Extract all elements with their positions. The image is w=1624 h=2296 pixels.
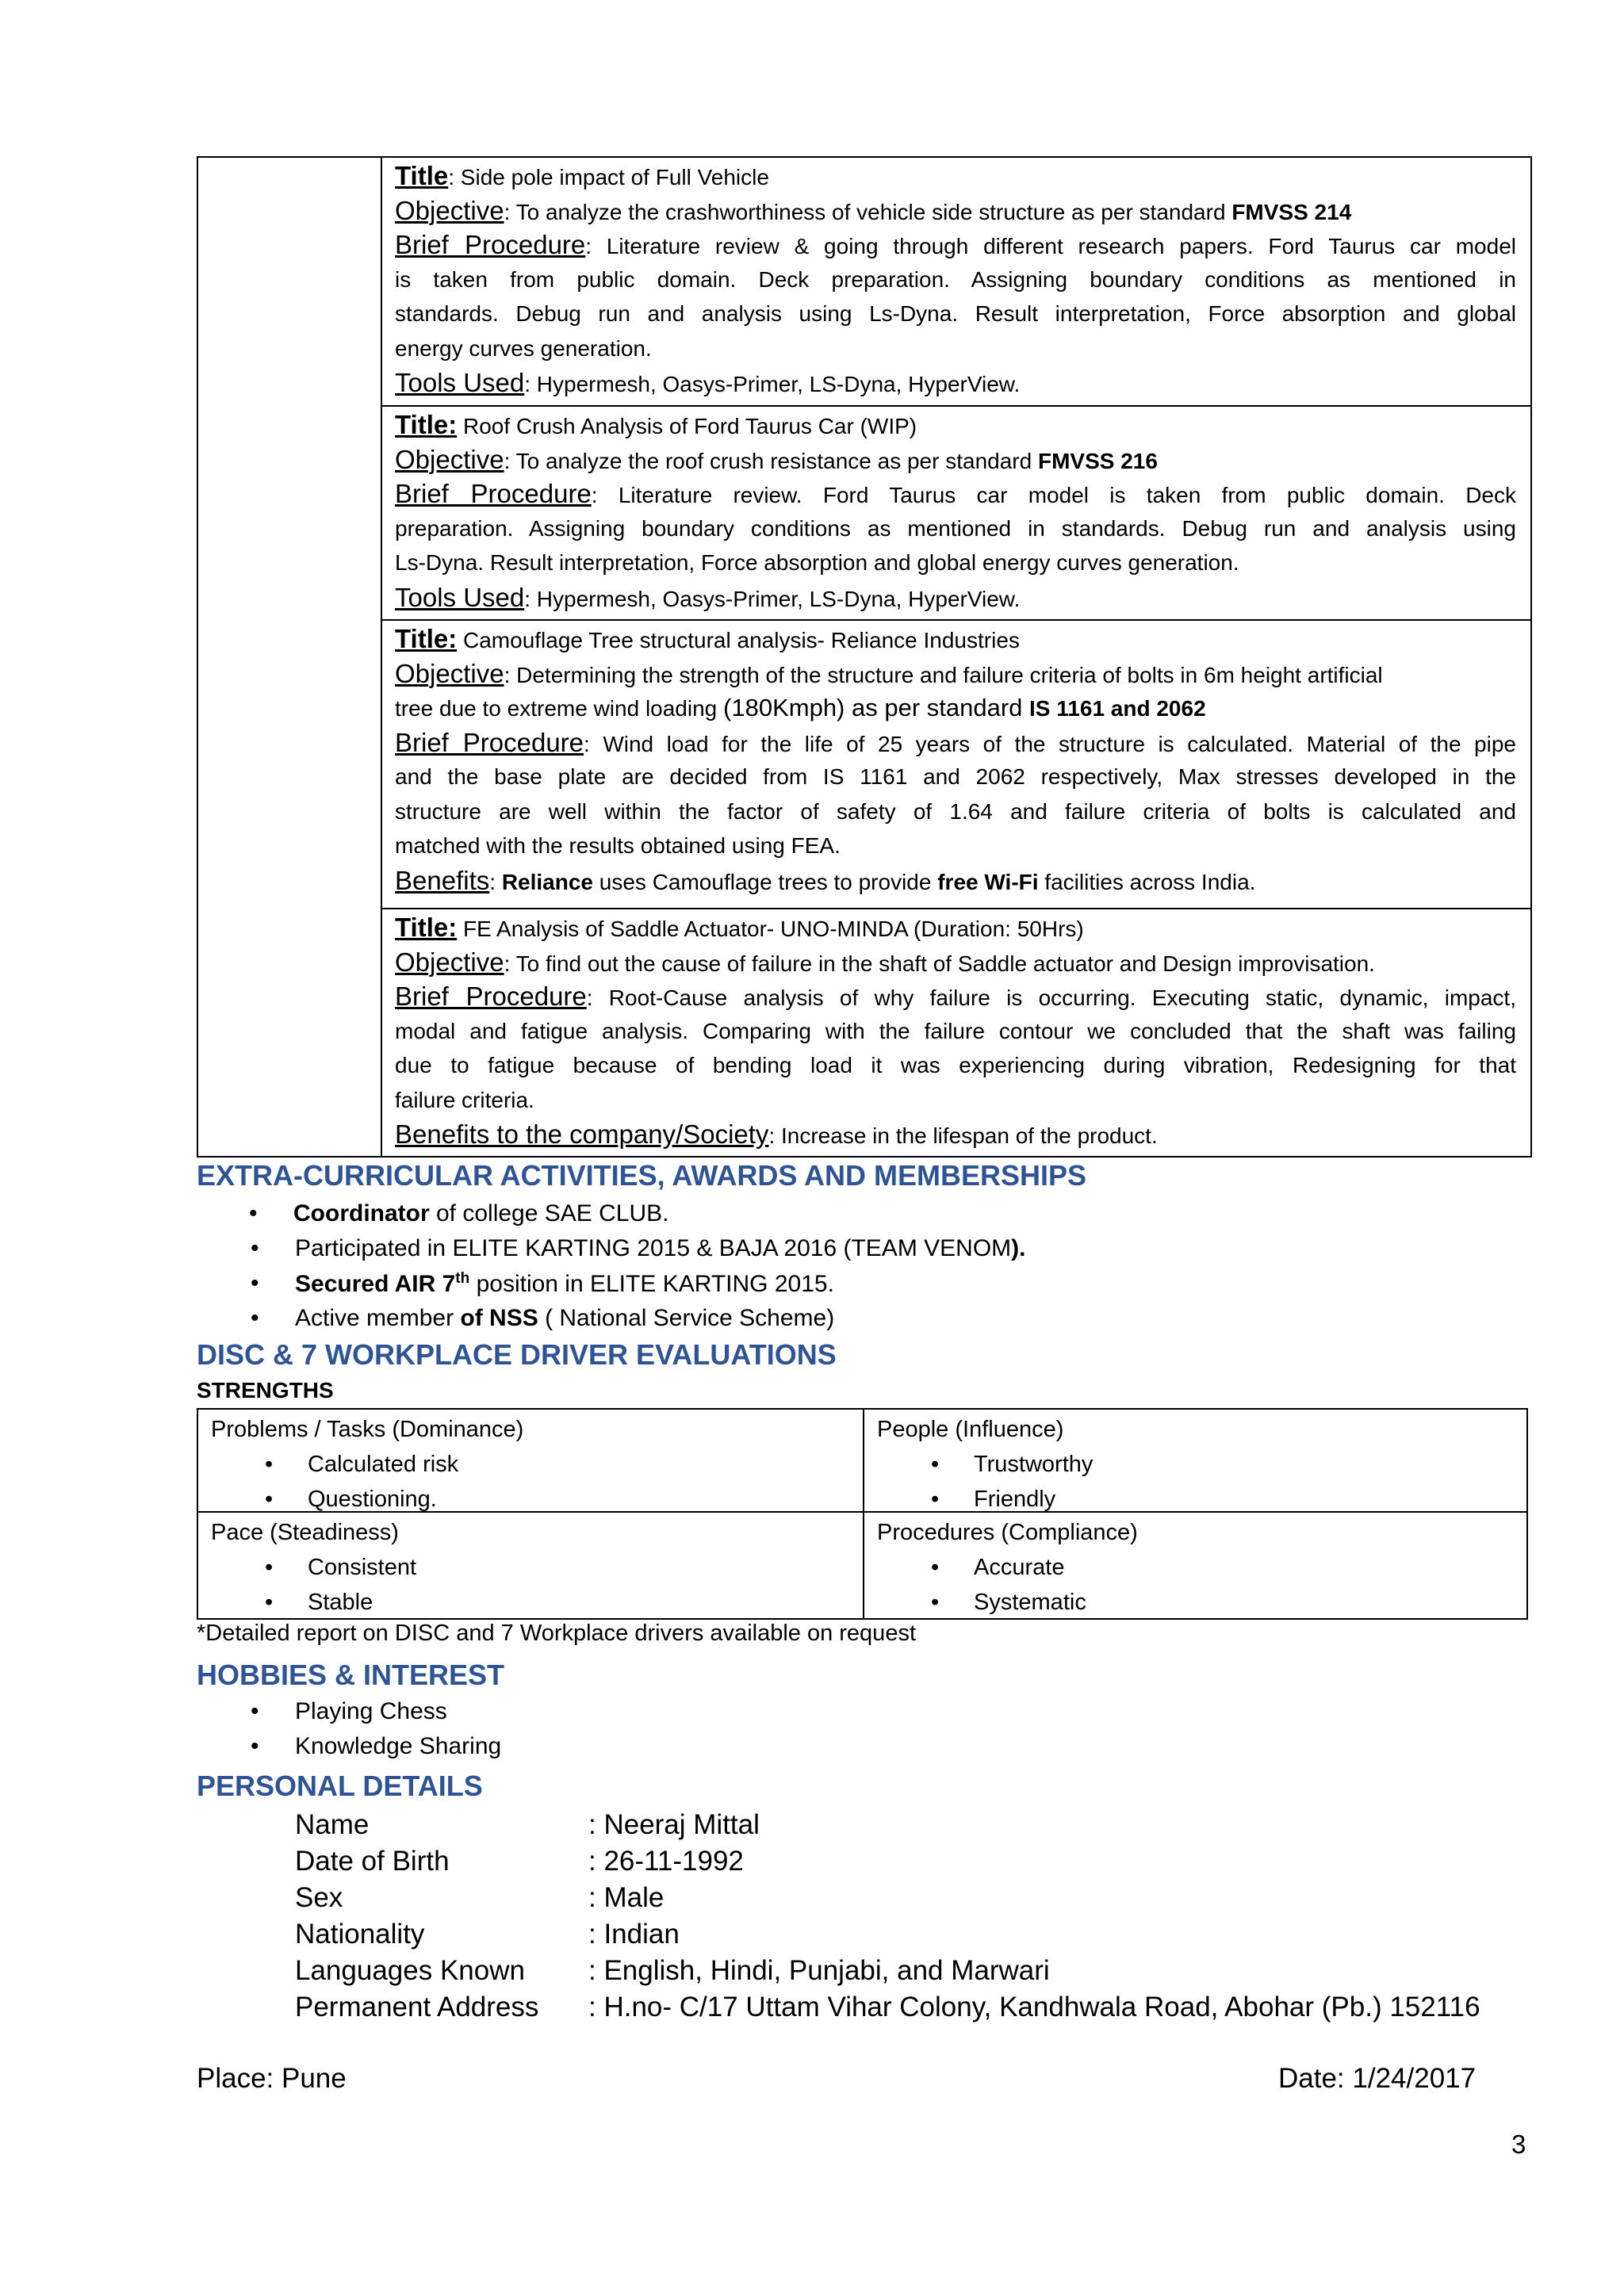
disc-cell-compliance	[864, 1513, 1526, 1618]
procedure-line	[395, 476, 1516, 511]
bullet-icon: •	[251, 1270, 259, 1296]
procedure-text: : Literature review & going through different research papers. Ford Taurus car model	[585, 234, 1516, 258]
benefits-label: Benefits	[395, 865, 490, 895]
title-label: Title:	[395, 913, 458, 942]
tools-label: Tools Used	[395, 368, 525, 397]
disc-cell-header: Procedures (Compliance)	[877, 1520, 1138, 1545]
item-text: Consistent	[308, 1555, 417, 1580]
procedure-text: structure are well within the factor of safety of 1.64 and failure criteria of bolts is calculated and	[395, 798, 1516, 824]
disc-cell-header: Problems / Tasks (Dominance)	[211, 1417, 524, 1442]
list-item	[877, 1447, 1514, 1482]
list-item	[877, 1585, 1514, 1620]
item-superscript: th	[455, 1270, 470, 1287]
list-item	[251, 1305, 835, 1332]
personal-value: : Male	[588, 1882, 665, 1913]
item-bold: of NSS	[460, 1305, 538, 1331]
tools-line	[395, 365, 1516, 400]
project-1	[382, 158, 1530, 405]
item-text: Systematic	[974, 1590, 1086, 1615]
objective-text: (180Kmph) as per standard	[723, 694, 1030, 721]
objective-label: Objective	[395, 444, 504, 474]
objective-text: : To find out the cause of failure in the shaft of Saddle actuator and Design improvisation.	[504, 951, 1375, 976]
item-text: ( National Service Scheme)	[538, 1305, 835, 1331]
procedure-text: due to fatigue because of bending load it was experiencing during vibration, Redesigning for that	[395, 1053, 1516, 1077]
item-bold: Coordinator	[293, 1200, 430, 1226]
benefits-text: : Increase in the lifespan of the product.	[768, 1123, 1158, 1148]
procedure-line	[395, 228, 1516, 262]
personal-key: Date of Birth	[295, 1846, 450, 1877]
benefits-text: facilities across India.	[1038, 869, 1256, 894]
objective-text: : To analyze the roof crush resistance as per standard	[504, 448, 1038, 473]
benefits-text: uses Camouflage trees to provide	[592, 869, 938, 894]
bullet-icon: •	[265, 1487, 274, 1512]
procedure-text: energy curves generation.	[395, 335, 652, 361]
date-text: Date: 1/24/2017	[1278, 2063, 1477, 2094]
list-item	[211, 1447, 850, 1482]
objective-line	[395, 442, 1516, 477]
personal-key: Nationality	[295, 1919, 425, 1950]
disc-cell-header: People (Influence)	[877, 1417, 1064, 1442]
project-2	[382, 405, 1530, 619]
standard-code: FMVSS 214	[1231, 199, 1352, 224]
objective-line-2	[395, 691, 1516, 725]
project-title: Roof Crush Analysis of Ford Taurus Car (WIP)	[457, 414, 917, 438]
procedure-label: Brief Procedure	[395, 230, 586, 259]
project-title: FE Analysis of Saddle Actuator- UNO-MINDA (Duration: 50Hrs)	[457, 916, 1084, 941]
tools-text: : Hypermesh, Oasys-Primer, LS-Dyna, HyperView.	[524, 586, 1021, 611]
personal-key: Sex	[295, 1882, 343, 1913]
bullet-icon: •	[251, 1235, 259, 1261]
list-item	[877, 1550, 1514, 1585]
personal-key: Name	[295, 1809, 370, 1840]
item-text: Accurate	[974, 1555, 1065, 1580]
procedure-text: : Wind load for the life of 25 years of the structure is calculated. Material of the pipe	[584, 731, 1516, 756]
objective-line	[395, 945, 1516, 980]
procedure-text: preparation. Assigning boundary conditions as mentioned in standards. Debug run and analysis using	[395, 515, 1516, 541]
standard-code: FMVSS 216	[1037, 448, 1158, 473]
benefits-text: :	[489, 869, 502, 894]
projects-left-column	[198, 158, 382, 1156]
procedure-label: Brief Procedure	[395, 727, 584, 757]
list-item	[211, 1550, 850, 1585]
tools-label: Tools Used	[395, 582, 525, 612]
bullet-icon: •	[251, 1305, 259, 1331]
strengths-subheading: STRENGTHS	[197, 1378, 334, 1402]
disc-note: *Detailed report on DISC and 7 Workplace drivers available on request	[197, 1621, 917, 1646]
procedure-text: and the base plate are decided from IS 1161 and 2062 respectively, Max stresses developed in the	[395, 764, 1516, 789]
list-item	[251, 1235, 1026, 1262]
project-4	[382, 908, 1530, 1156]
personal-value: : English, Hindi, Punjabi, and Marwari	[588, 1955, 1050, 1986]
project-title-line	[395, 910, 1516, 945]
benefits-line	[395, 863, 1516, 898]
item-text: Stable	[308, 1590, 373, 1615]
objective-line	[395, 656, 1516, 691]
personal-key: Languages Known	[295, 1955, 525, 1986]
disc-table	[197, 1408, 1528, 1620]
title-label: Title:	[395, 624, 458, 653]
item-text: Questioning.	[308, 1487, 437, 1512]
list-item	[251, 1270, 834, 1298]
bullet-icon: •	[931, 1555, 940, 1580]
objective-label: Objective	[395, 195, 504, 225]
personal-key: Permanent Address	[295, 1992, 539, 2022]
disc-cell-influence	[864, 1410, 1526, 1513]
bullet-icon: •	[931, 1452, 940, 1477]
project-3	[382, 619, 1530, 908]
bullet-icon: •	[931, 1590, 940, 1615]
title-label: Title	[395, 161, 449, 190]
item-text: Playing Chess	[295, 1698, 447, 1724]
personal-value: : H.no- C/17 Uttam Vihar Colony, Kandhwala Road, Abohar (Pb.) 152116	[588, 1992, 1480, 2022]
item-text: of college SAE CLUB.	[429, 1200, 669, 1226]
objective-text: : Determining the strength of the structure and failure criteria of bolts in 6m height artificial	[504, 662, 1383, 687]
personal-value: : Indian	[588, 1919, 680, 1950]
procedure-text: modal and fatigue analysis. Comparing with the failure contour we concluded that the shaft was failing	[395, 1018, 1516, 1043]
list-item	[251, 1733, 502, 1760]
bullet-icon: •	[265, 1555, 274, 1580]
project-title: : Side pole impact of Full Vehicle	[448, 165, 769, 189]
benefits-text: free Wi-Fi	[937, 869, 1039, 894]
bullet-icon: •	[931, 1487, 940, 1512]
benefits-line	[395, 1117, 1516, 1152]
bullet-icon: •	[265, 1590, 274, 1615]
objective-label: Objective	[395, 658, 504, 688]
bullet-icon: •	[249, 1200, 258, 1226]
item-text: Knowledge Sharing	[295, 1733, 502, 1759]
disc-cell-header: Pace (Steadiness)	[211, 1520, 399, 1545]
procedure-text: standards. Debug run and analysis using Ls-Dyna. Result interpretation, Force absorption and global	[395, 301, 1516, 326]
procedure-text: : Root-Cause analysis of why failure is occurring. Executing static, dynamic, impact,	[586, 985, 1516, 1010]
item-bold: Secured AIR 7	[295, 1271, 456, 1297]
item-text: Friendly	[974, 1487, 1056, 1512]
section-heading-disc: DISC & 7 WORKPLACE DRIVER EVALUATIONS	[197, 1338, 837, 1371]
list-item	[211, 1585, 850, 1620]
section-heading-personal: PERSONAL DETAILS	[197, 1770, 483, 1802]
project-title-line	[395, 408, 1516, 442]
objective-text: tree due to extreme wind loading	[395, 696, 724, 721]
bullet-icon: •	[251, 1698, 259, 1724]
section-heading-hobbies: HOBBIES & INTEREST	[197, 1659, 505, 1691]
page-number: 3	[1511, 2130, 1526, 2159]
item-text: Participated in ELITE KARTING 2015 & BAJA 2016 (TEAM VENOM	[295, 1235, 1012, 1261]
procedure-label: Brief Procedure	[395, 982, 587, 1011]
procedure-text: is taken from public domain. Deck preparation. Assigning boundary conditions as mentioned in	[395, 266, 1516, 292]
personal-value: : Neeraj Mittal	[588, 1809, 760, 1840]
personal-value: : 26-11-1992	[588, 1846, 744, 1877]
item-bold: ).	[1011, 1235, 1026, 1261]
objective-line	[395, 193, 1516, 228]
benefits-text: Reliance	[501, 869, 593, 894]
bullet-icon: •	[265, 1452, 274, 1477]
section-heading-extracurricular: EXTRA-CURRICULAR ACTIVITIES, AWARDS AND MEMBERSHIPS	[197, 1159, 1087, 1192]
projects-table	[197, 156, 1532, 1158]
list-item	[251, 1698, 447, 1725]
item-text: Trustworthy	[974, 1452, 1094, 1477]
procedure-text: failure criteria.	[395, 1087, 534, 1112]
bullet-icon: •	[251, 1733, 259, 1759]
list-item	[211, 1482, 850, 1517]
disc-cell-steadiness	[198, 1513, 864, 1618]
project-title: Camouflage Tree structural analysis- Reliance Industries	[457, 628, 1020, 652]
item-text: position in ELITE KARTING 2015.	[469, 1271, 834, 1297]
procedure-text: Ls-Dyna. Result interpretation, Force absorption and global energy curves generation.	[395, 550, 1239, 575]
list-item	[249, 1200, 669, 1227]
benefits-label: Benefits to the company/Society	[395, 1119, 769, 1149]
tools-text: : Hypermesh, Oasys-Primer, LS-Dyna, HyperView.	[524, 372, 1021, 396]
item-text: Calculated risk	[308, 1452, 459, 1477]
procedure-text: : Literature review. Ford Taurus car model is taken from public domain. Deck	[591, 483, 1516, 507]
procedure-line	[395, 725, 1516, 760]
place-text: Place: Pune	[197, 2063, 347, 2094]
procedure-label: Brief Procedure	[395, 479, 592, 508]
standard-code: IS 1161 and 2062	[1029, 696, 1206, 721]
tools-line	[395, 580, 1516, 615]
procedure-text: matched with the results obtained using FEA.	[395, 833, 841, 858]
objective-label: Objective	[395, 947, 504, 977]
list-item	[877, 1482, 1514, 1517]
title-label: Title:	[395, 410, 458, 439]
project-title-line	[395, 159, 1516, 193]
procedure-line	[395, 979, 1516, 1014]
objective-text: : To analyze the crashworthiness of vehicle side structure as per standard	[504, 199, 1232, 224]
item-text: Active member	[295, 1305, 461, 1331]
project-title-line	[395, 622, 1516, 656]
disc-cell-dominance	[198, 1410, 864, 1513]
